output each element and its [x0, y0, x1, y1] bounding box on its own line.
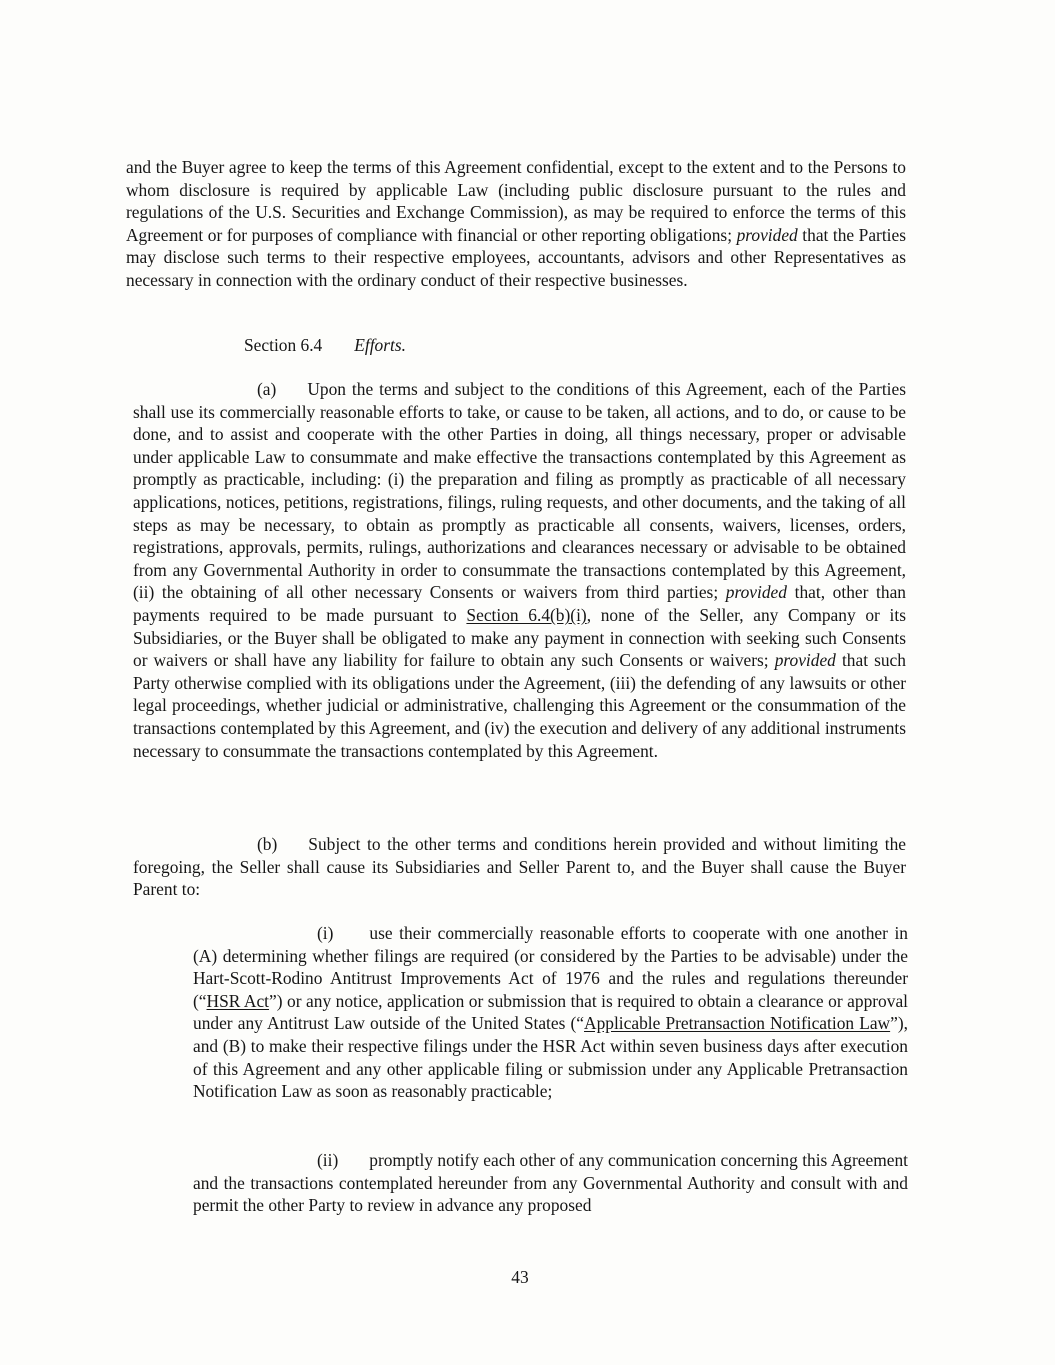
applicable-pretransaction-notification-law-definition: Applicable Pretransaction Notification Law: [584, 1013, 891, 1034]
paragraph-a-provided-2: provided: [774, 650, 836, 671]
paragraph-b-i: [193, 922, 908, 1103]
paragraph-b-ii-label: (ii): [317, 1150, 339, 1170]
paragraph-a-text-2: that, other than payments required to be made pursuant to: [133, 582, 906, 625]
section-number: Section 6.4: [244, 335, 323, 355]
paragraph-a-label: (a): [257, 379, 277, 399]
paragraph-b-i-text-3: ”), and (B) to make their respective filings under the HSR Act within seven business days after execution of this Agreement and any other applicable filing or submission under any Applicable Pretransaction Notification Law as soon as reasonably practicable;: [193, 1013, 908, 1102]
hsr-act-definition: HSR Act: [206, 990, 270, 1011]
paragraph-a-text-4: that such Party otherwise complied with its obligations under the Agreement, (iii) the defending of any lawsuits or other legal proceedings, whether judicial or administrative, challenging this Agreement or the consummation of the transactions contemplated by this Agreement, and (iv) the execution and delivery of any additional instruments necessary to consummate the transactions contemplated by this Agreement.: [133, 650, 906, 761]
paragraph-a: [133, 378, 906, 762]
intro-text-2: that the Parties may disclose such terms to their respective employees, accountants, advisors and other Representatives as necessary in connection with the ordinary conduct of their respective businesses.: [126, 224, 906, 290]
paragraph-b-text: Subject to the other terms and conditions herein provided and without limiting the foregoing, the Seller shall cause its Subsidiaries and Seller Parent to, and the Buyer shall cause the Buyer Parent to:: [133, 834, 906, 900]
page-number: 43: [511, 1267, 529, 1287]
paragraph-b-ii: [193, 1149, 908, 1217]
intro-paragraph: [126, 156, 906, 292]
paragraph-b: [133, 833, 906, 901]
paragraph-b-i-text-1: use their commercially reasonable efforts to cooperate with one another in (A) determining whether filings are required (or considered by the Parties to be advisable) under the Hart-Scott-Rodino Antitrust Improvements Act of 1976 and the rules and regulations thereunder (“: [193, 923, 908, 1011]
paragraph-a-provided-1: provided: [725, 582, 787, 603]
paragraph-a-text-1: Upon the terms and subject to the conditions of this Agreement, each of the Parties shall use its commercially reasonable efforts to take, or cause to be taken, all actions, and to do, or cause to be done, and to assist and cooperate with the other Parties in doing, all things necessary, proper or advisable under applicable Law to consummate and make effective the transactions contemplated by this Agreement as promptly as practicable, including: (i) the preparation and filing as promptly as practicable of all necessary applications, notices, petitions, registrations, filings, ruling requests, and other documents, and the taking of all steps as may be necessary, to obtain as promptly as practicable all consents, waivers, licenses, orders, registrations, approvals, permits, rulings, authorizations and clearances necessary or advisable to be obtained from any Governmental Authority in order to consummate the transactions contemplated by this Agreement, (ii) the obtaining of all other necessary Consents or waivers from third parties;: [133, 379, 906, 603]
paragraph-b-i-label: (i): [317, 923, 334, 943]
intro-provided: provided: [736, 224, 798, 245]
section-6-4-b-i-reference: Section 6.4(b)(i): [466, 604, 587, 625]
intro-text-1: and the Buyer agree to keep the terms of this Agreement confidential, except to the extent and to the Persons to whom disclosure is required by applicable Law (including public disclosure pursuant to the rules and regulations of the U.S. Securities and Exchange Commission), as may be required to enforce the terms of this Agreement or for purposes of compliance with financial or other reporting obligations;: [126, 157, 906, 245]
section-heading: [244, 334, 644, 357]
paragraph-b-label: (b): [257, 834, 278, 854]
section-title: Efforts.: [354, 335, 406, 355]
paragraph-b-i-text-2: ”) or any notice, application or submission that is required to obtain a clearance or approval under any Antitrust Law outside of the United States (“: [193, 990, 908, 1034]
paragraph-b-ii-text: promptly notify each other of any communication concerning this Agreement and the transactions contemplated hereunder from any Governmental Authority and consult with and permit the other Party to review in advance any proposed: [193, 1150, 908, 1216]
paragraph-a-text-3: , none of the Seller, any Company or its Subsidiaries, or the Buyer shall be obligated to make any payment in connection with seeking such Consents or waivers or shall have any liability for failure to obtain any such Consents or waivers;: [133, 604, 906, 671]
